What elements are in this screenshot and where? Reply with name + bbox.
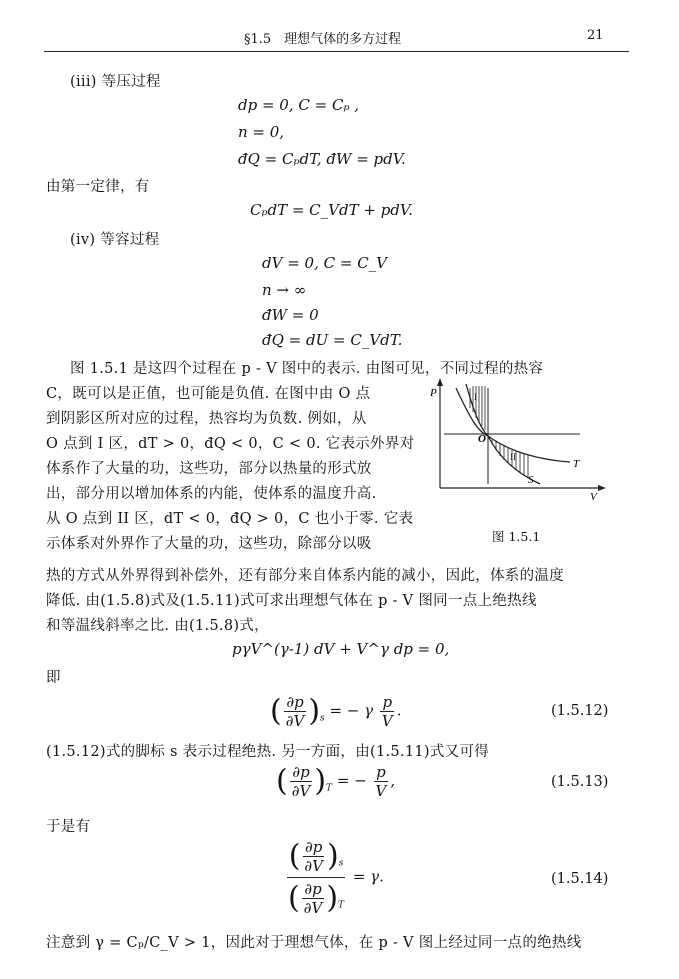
eq14-rhs: = γ. [352, 867, 384, 886]
pv-diagram [430, 378, 616, 502]
para-line-1: 图 1.5.1 是这四个过程在 p - V 图中的表示. 由图可见，不同过程的热容 [70, 361, 544, 377]
eq13-rhs-den: V [375, 782, 387, 800]
para-line-7: 从 O 点到 II 区，dT < 0，đQ > 0，C 也小于零. 它表 [46, 511, 414, 527]
eq-1-5-14: ( $\frac{\partial p}{\partial V}$ )$_s$ ( $\frac{\partial p}{\partial V}$ )$_T$ = γ. [288, 838, 384, 917]
page-number: 21 [587, 28, 604, 43]
v-axis-arrow [598, 485, 606, 491]
text-after-eq12: (1.5.12)式的脚标 s 表示过程绝热. 另一方面，由(1.5.11)式又可得 [46, 744, 490, 760]
para-line-4: O 点到 I 区，dT > 0，đQ < 0，C < 0. 它表示外界对 [46, 436, 415, 452]
process-iii-heading: (iii) 等压过程 [70, 74, 161, 90]
eq13-sub: T [326, 783, 333, 794]
hatch-region-1 [470, 386, 485, 430]
eq12-lhs-num: ∂p [286, 693, 304, 711]
eq12-end: . [396, 701, 402, 720]
para-line-10: 降低. 由(1.5.8)式及(1.5.11)式可求出理想气体在 p - V 图同一点上绝热线 [46, 593, 537, 609]
eq14-num-sub: s [338, 858, 344, 869]
eq12-sub: s [320, 713, 325, 724]
para-line-5: 体系作了大量的功，这些功，部分以热量的形式放 [46, 461, 372, 477]
para-line-3: 到阴影区所对应的过程，热容均为负数. 例如，从 [46, 411, 367, 427]
para-line-9: 热的方式从外界得到补偿外，还有部分来自体系内能的减小，因此，体系的温度 [46, 568, 564, 584]
eq12-rhs-num: p [382, 693, 393, 711]
label-o: O [478, 433, 486, 445]
eq14-den-den: ∂V [303, 899, 323, 917]
eq-number-1-5-13: (1.5.13) [551, 774, 609, 790]
eq-iv-1: dV = 0, C = C_V [262, 254, 388, 272]
eq12-rhs: = − γ [329, 701, 374, 720]
eq12-rhs-den: V [381, 712, 393, 730]
eq-iv-4: đQ = dU = C_VdT. [262, 331, 403, 349]
figure-caption: 图 1.5.1 [492, 529, 541, 544]
label-v: V [590, 491, 597, 502]
eq-number-1-5-14: (1.5.14) [551, 871, 609, 887]
para-line-2: C，既可以是正值，也可能是负值. 在图中由 O 点 [46, 386, 371, 402]
para-line-8: 示体系对外界作了大量的功，这些功，除部分以吸 [46, 536, 372, 552]
ji-text: 即 [46, 670, 61, 686]
para-line-6: 出，部分用以增加体系的内能，使体系的温度升高. [46, 486, 377, 502]
process-iv-heading: (iv) 等容过程 [70, 232, 160, 248]
eq14-num-den: ∂V [304, 857, 323, 875]
eq14-num-num: ∂p [305, 838, 323, 856]
label-s: S [528, 474, 534, 486]
yushiyou-text: 于是有 [46, 819, 91, 835]
running-header: §1.5 理想气体的多方过程 [244, 32, 402, 47]
label-p: P [430, 387, 437, 399]
label-t: T [573, 458, 580, 470]
eq14-den-num: ∂p [304, 880, 322, 898]
label-region-1: I [474, 392, 477, 402]
eq12-lhs-den: ∂V [285, 712, 305, 730]
label-region-2: II [510, 452, 516, 462]
eq-iii-3: đQ = CₚdT, đW = pdV. [238, 150, 406, 168]
eq13-lhs-num: ∂p [292, 763, 310, 781]
header-rule [44, 51, 629, 52]
eq13-rhs-num: p [376, 763, 386, 781]
eq-1-5-13: ( $\frac{\partial p}{\partial V}$ )$_T$ = − $\frac{p}{V}$ , [276, 763, 396, 800]
eq13-rhs: = − [336, 771, 367, 790]
p-axis-arrow [437, 378, 443, 386]
eq-iv-3: đW = 0 [262, 306, 319, 324]
eq13-lhs-den: ∂V [291, 782, 311, 800]
eq-1-5-12: ( $\frac{\partial p}{\partial V}$ )$_s$ = − γ $\frac{p}{V}$ . [270, 693, 402, 730]
eq14-den-sub: T [338, 900, 345, 911]
last-line: 注意到 γ = Cₚ/C_V > 1，因此对于理想气体，在 p - V 图上经过同一点的绝热线 [46, 935, 582, 951]
eq-iv-2: n → ∞ [262, 281, 307, 299]
eq13-end: , [390, 771, 396, 790]
eq-gamma: pγV^(γ-1) dV + V^γ dp = 0, [232, 640, 450, 658]
first-law-eq: CₚdT = C_VdT + pdV. [250, 201, 413, 219]
para-line-11: 和等温线斜率之比. 由(1.5.8)式， [46, 618, 269, 634]
eq-number-1-5-12: (1.5.12) [551, 703, 609, 719]
eq-iii-1: dp = 0, C = Cₚ , [238, 96, 359, 114]
first-law-text: 由第一定律，有 [46, 179, 150, 195]
eq-iii-2: n = 0, [238, 123, 285, 141]
